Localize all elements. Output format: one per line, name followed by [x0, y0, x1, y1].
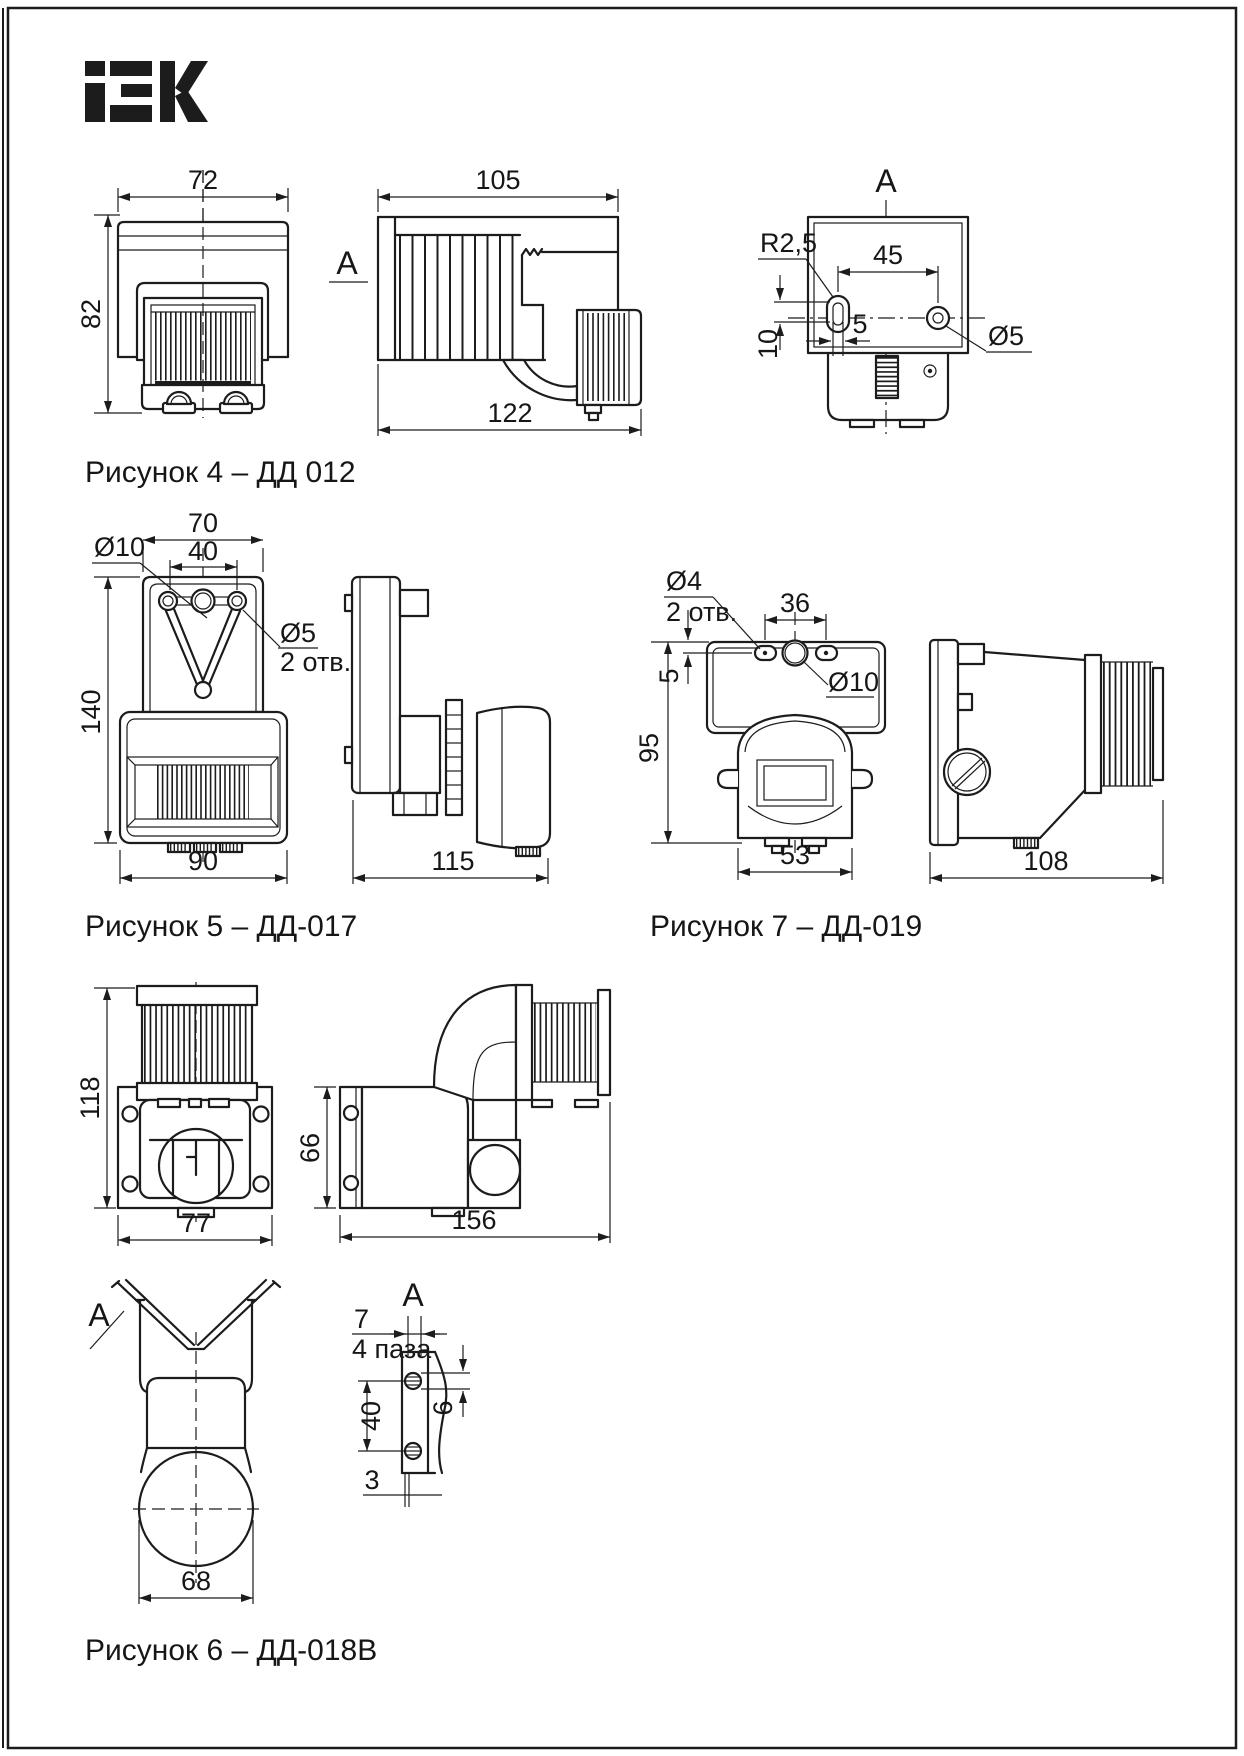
fig4-rear-hole-dia: Ø5 — [988, 321, 1025, 351]
fig5-side-view — [345, 577, 550, 884]
fig5-body-width-dim: 90 — [187, 846, 219, 876]
fig7-hole-count: 2 отв. — [666, 597, 738, 627]
fig6-front-width-dim: 77 — [180, 1208, 212, 1238]
fig6-side-view — [295, 985, 610, 1243]
fig7-depth-dim: 108 — [1023, 846, 1069, 876]
fig5-side-hole-count: 2 отв. — [280, 647, 352, 677]
fig5-caption: Рисунок 5 – ДД-017 — [85, 910, 358, 943]
figure-5-dd017 — [76, 508, 550, 943]
fig5-front-view — [76, 508, 351, 884]
fig5-depth-dim: 115 — [431, 846, 475, 876]
fig5-side-hole-dia: Ø5 — [280, 618, 317, 648]
fig7-hole-offset-dim: 5 — [654, 668, 684, 684]
fig7-center-hole-dia: Ø10 — [828, 667, 880, 697]
fig7-caption: Рисунок 7 – ДД-019 — [650, 910, 923, 943]
fig6-bottom-view — [88, 1280, 280, 1604]
fig7-hole-dia: Ø4 — [666, 566, 703, 596]
fig7-side-view — [930, 640, 1163, 884]
fig4-front-height-dim: 82 — [76, 298, 106, 330]
fig6-slot-width-dim: 6 — [428, 1400, 458, 1416]
fig5-height-dim: 140 — [76, 689, 106, 735]
fig6-slot-count-note: 4 паза — [352, 1334, 432, 1364]
fig6-bottom-view-label: A — [88, 1297, 110, 1333]
iek-logo — [85, 61, 208, 122]
fig7-body-width-dim: 53 — [779, 840, 811, 870]
figure-6-dd018v — [75, 982, 610, 1667]
fig4-rear-slot-radius: R2,5 — [760, 228, 818, 258]
fig6-section-view — [352, 1277, 470, 1507]
fig5-hole-span-dim: 40 — [187, 536, 219, 566]
fig6-section-view-label: A — [402, 1277, 424, 1313]
figure-7-dd019 — [634, 566, 1163, 943]
fig4-rear-hole-span-dim: 45 — [872, 240, 904, 270]
fig6-side-height-dim: 66 — [295, 1132, 325, 1164]
fig4-caption: Рисунок 4 – ДД 012 — [85, 456, 356, 489]
fig6-ball-width-dim: 68 — [180, 1566, 212, 1596]
fig4-rear-view — [753, 163, 1032, 434]
fig5-plate-width-dim: 70 — [187, 508, 219, 538]
fig4-rear-slot-offset-dim: 5 — [852, 309, 868, 339]
fig4-side-view — [329, 165, 641, 436]
fig5-center-hole-dia: Ø10 — [94, 532, 146, 562]
fig4-rear-slot-length-dim: 10 — [753, 328, 783, 360]
fig6-front-height-dim: 118 — [75, 1076, 105, 1120]
fig6-front-view — [75, 982, 272, 1246]
fig7-hole-span-dim: 36 — [779, 588, 811, 618]
fig4-rear-axis-label: A — [875, 163, 897, 199]
fig6-slot-span-dim: 40 — [356, 1400, 386, 1432]
fig6-slot-pitch-dim: 7 — [354, 1304, 370, 1334]
fig4-side-top-width-dim: 105 — [475, 165, 521, 195]
fig4-side-depth-dim: 122 — [487, 398, 533, 428]
fig4-side-view-label: A — [336, 245, 358, 281]
fig7-front-view — [634, 566, 885, 880]
fig6-side-depth-dim: 156 — [451, 1205, 497, 1235]
fig7-height-dim: 95 — [634, 732, 664, 764]
fig6-thickness-dim: 3 — [364, 1465, 380, 1495]
fig4-front-view — [76, 165, 288, 418]
fig6-caption: Рисунок 6 – ДД-018В — [85, 1634, 378, 1667]
figure-4-dd012 — [76, 163, 1032, 489]
fig4-front-width-dim: 72 — [187, 165, 219, 195]
